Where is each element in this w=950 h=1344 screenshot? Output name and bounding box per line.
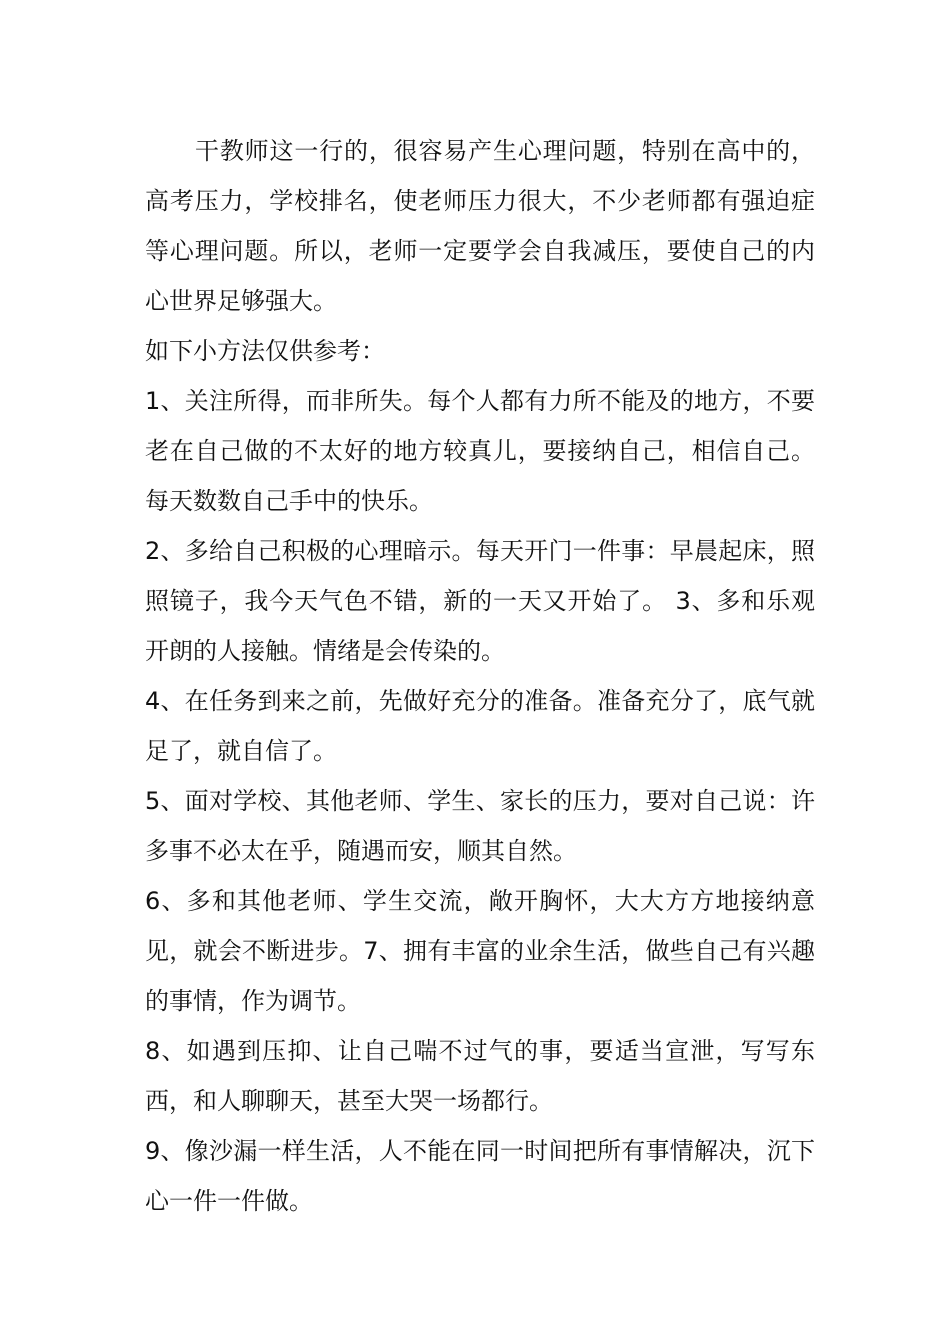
tip-paragraph-1: 1、关注所得，而非所失。每个人都有力所不能及的地方，不要老在自己做的不太好的地方较真儿，要接纳自己，相信自己。每天数数自己手中的快乐。 — [145, 387, 815, 515]
tip-paragraph-9: 9、像沙漏一样生活，人不能在同一时间把所有事情解决，沉下心一件一件做。 — [145, 1137, 815, 1215]
intro-paragraph: 干教师这一行的，很容易产生心理问题，特别在高中的，高考压力，学校排名，使老师压力很大，不少老师都有强迫症等心理问题。所以，老师一定要学会自我减压，要使自己的内心世界足够强大。 — [145, 137, 815, 315]
document-body — [145, 126, 815, 1226]
tip-paragraph-8: 8、如遇到压抑、让自己喘不过气的事，要适当宣泄，写写东西，和人聊聊天，甚至大哭一场都行。 — [145, 1037, 815, 1115]
tips-heading-paragraph: 如下小方法仅供参考： — [145, 337, 385, 365]
tip-paragraph-2-3: 2、多给自己积极的心理暗示。每天开门一件事：早晨起床，照照镜子，我今天气色不错，新的一天又开始了。 3、多和乐观开朗的人接触。情绪是会传染的。 — [145, 537, 815, 665]
tip-paragraph-5: 5、面对学校、其他老师、学生、家长的压力，要对自己说：许多事不必太在乎，随遇而安，顺其自然。 — [145, 787, 815, 865]
tip-paragraph-6-7: 6、多和其他老师、学生交流，敞开胸怀，大大方方地接纳意见，就会不断进步。7、拥有丰富的业余生活，做些自己有兴趣的事情，作为调节。 — [145, 887, 815, 1015]
tip-paragraph-4: 4、在任务到来之前，先做好充分的准备。准备充分了，底气就足了，就自信了。 — [145, 687, 815, 765]
